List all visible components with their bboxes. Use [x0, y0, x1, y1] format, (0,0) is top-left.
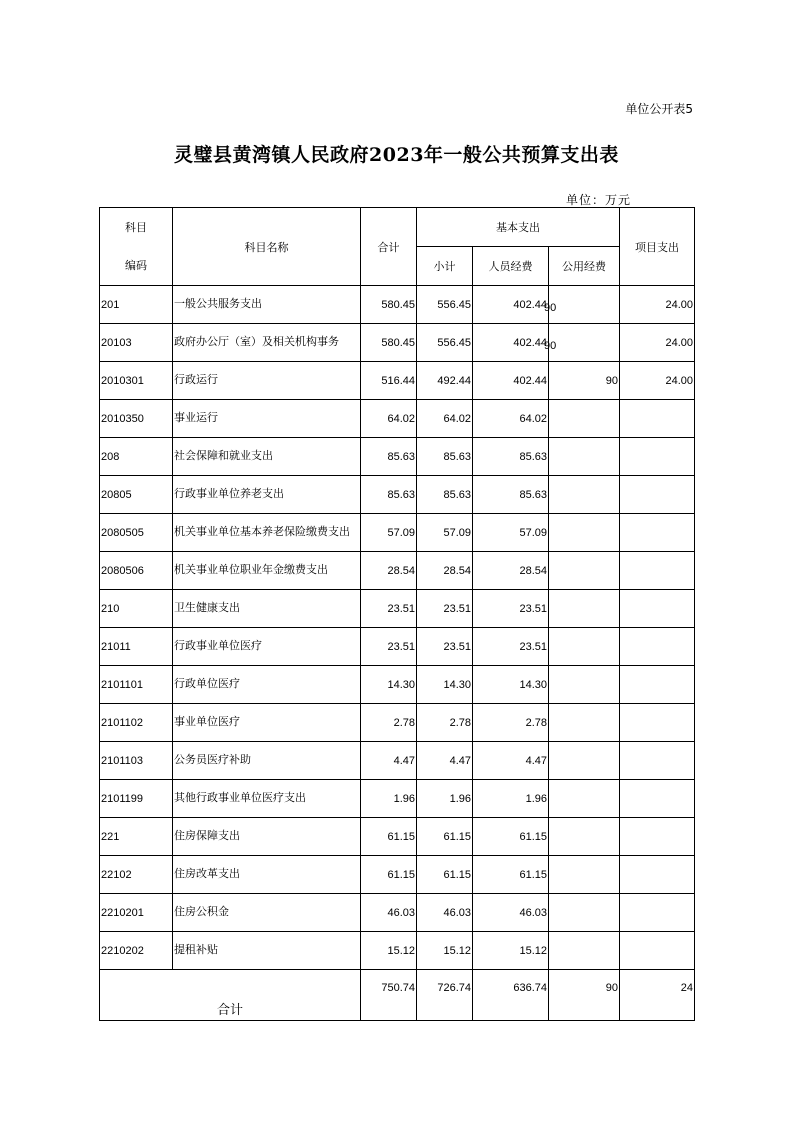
- row-personnel: 1.96: [473, 780, 549, 818]
- row-code: 20103: [100, 324, 173, 362]
- row-project: [620, 780, 695, 818]
- header-basic: 基本支出: [417, 208, 620, 247]
- row-subtotal: 2.78: [417, 704, 473, 742]
- table-row: [100, 362, 695, 400]
- row-personnel: 61.15: [473, 818, 549, 856]
- row-name: 机关事业单位基本养老保险缴费支出: [173, 514, 361, 552]
- row-total: 85.63: [361, 476, 417, 514]
- row-public: [544, 286, 620, 324]
- row-subtotal: 61.15: [417, 856, 473, 894]
- table-row: [100, 628, 695, 666]
- row-total: 57.09: [361, 514, 417, 552]
- row-project: [620, 514, 695, 552]
- unit-label: 单位：万元: [566, 193, 632, 207]
- row-subtotal: 14.30: [417, 666, 473, 704]
- row-name: 提租补贴: [173, 932, 361, 970]
- row-code: 2210202: [100, 932, 173, 970]
- row-project: [620, 666, 695, 704]
- total-total: 750.74: [361, 970, 417, 1021]
- row-total: 516.44: [361, 362, 417, 400]
- row-code: 2010301: [100, 362, 173, 400]
- row-personnel: 23.51: [473, 590, 549, 628]
- row-total: 580.45: [361, 286, 417, 324]
- row-public: [544, 324, 620, 362]
- row-total: 61.15: [361, 818, 417, 856]
- header-subtotal: 小计: [417, 247, 473, 286]
- total-row: [100, 970, 695, 1021]
- row-code: 20805: [100, 476, 173, 514]
- row-total: 580.45: [361, 324, 417, 362]
- row-personnel: 14.30: [473, 666, 549, 704]
- row-project: [620, 476, 695, 514]
- row-personnel: 23.51: [473, 628, 549, 666]
- total-subtotal: 726.74: [417, 970, 473, 1021]
- row-code: 210: [100, 590, 173, 628]
- total-personnel: 636.74: [473, 970, 549, 1021]
- header-code: [100, 208, 173, 286]
- row-personnel: 64.02: [473, 400, 549, 438]
- row-subtotal: 492.44: [417, 362, 473, 400]
- row-public: [549, 704, 620, 742]
- row-project: [620, 400, 695, 438]
- row-code: 201: [100, 286, 173, 324]
- row-subtotal: 57.09: [417, 514, 473, 552]
- header-code-top: 科目: [125, 221, 147, 234]
- row-name: 行政单位医疗: [173, 666, 361, 704]
- row-public: [549, 818, 620, 856]
- row-public-value: 90: [544, 301, 557, 314]
- row-subtotal: 23.51: [417, 628, 473, 666]
- row-project: 24.00: [620, 286, 695, 324]
- row-name: 行政事业单位养老支出: [173, 476, 361, 514]
- row-code: 2101199: [100, 780, 173, 818]
- row-public: [549, 780, 620, 818]
- row-total: 23.51: [361, 628, 417, 666]
- row-personnel: 15.12: [473, 932, 549, 970]
- header-total: 合计: [361, 208, 417, 286]
- table-row: [100, 818, 695, 856]
- total-project: 24: [620, 970, 695, 1021]
- row-personnel: 402.44: [473, 286, 549, 324]
- total-label: 合计: [100, 970, 361, 1021]
- row-name: 住房公积金: [173, 894, 361, 932]
- row-subtotal: 46.03: [417, 894, 473, 932]
- row-total: 61.15: [361, 856, 417, 894]
- row-personnel: 402.44: [473, 362, 549, 400]
- row-name: 住房改革支出: [173, 856, 361, 894]
- row-subtotal: 556.45: [417, 324, 473, 362]
- page-title: 灵璧县黄湾镇人民政府2023年一般公共预算支出表: [174, 144, 619, 166]
- row-code: 2101101: [100, 666, 173, 704]
- row-total: 4.47: [361, 742, 417, 780]
- table-row: [100, 552, 695, 590]
- row-public: [549, 476, 620, 514]
- row-code: 208: [100, 438, 173, 476]
- header-public: 公用经费: [549, 247, 620, 286]
- row-name: 一般公共服务支出: [173, 286, 361, 324]
- table-row: [100, 476, 695, 514]
- row-name: 卫生健康支出: [173, 590, 361, 628]
- row-name: 事业运行: [173, 400, 361, 438]
- total-public: 90: [549, 970, 620, 1021]
- row-total: 28.54: [361, 552, 417, 590]
- row-public: [549, 514, 620, 552]
- row-name: 行政运行: [173, 362, 361, 400]
- row-personnel: 2.78: [473, 704, 549, 742]
- row-code: 2010350: [100, 400, 173, 438]
- row-project: 24.00: [620, 362, 695, 400]
- row-personnel: 57.09: [473, 514, 549, 552]
- row-public: [549, 894, 620, 932]
- row-personnel: 402.44: [473, 324, 549, 362]
- table-number-label: 单位公开表5: [625, 102, 693, 116]
- row-personnel: 46.03: [473, 894, 549, 932]
- row-public: [549, 438, 620, 476]
- row-name: 行政事业单位医疗: [173, 628, 361, 666]
- row-subtotal: 1.96: [417, 780, 473, 818]
- row-public: [549, 552, 620, 590]
- row-code: 2210201: [100, 894, 173, 932]
- row-total: 1.96: [361, 780, 417, 818]
- row-subtotal: 64.02: [417, 400, 473, 438]
- table-row: [100, 894, 695, 932]
- row-personnel: 85.63: [473, 476, 549, 514]
- row-total: 2.78: [361, 704, 417, 742]
- row-total: 23.51: [361, 590, 417, 628]
- header-row-1: [100, 208, 695, 247]
- header-project: 项目支出: [620, 208, 695, 286]
- row-public: [549, 628, 620, 666]
- table-row: [100, 286, 695, 324]
- table-row: [100, 780, 695, 818]
- row-project: [620, 552, 695, 590]
- row-project: [620, 704, 695, 742]
- row-name: 住房保障支出: [173, 818, 361, 856]
- row-subtotal: 556.45: [417, 286, 473, 324]
- row-subtotal: 4.47: [417, 742, 473, 780]
- row-personnel: 61.15: [473, 856, 549, 894]
- budget-table: [99, 207, 695, 1021]
- row-name: 政府办公厅（室）及相关机构事务: [173, 324, 361, 362]
- row-project: [620, 894, 695, 932]
- table-row: [100, 742, 695, 780]
- header-personnel: 人员经费: [473, 247, 549, 286]
- row-project: [620, 932, 695, 970]
- row-public: [549, 742, 620, 780]
- row-total: 46.03: [361, 894, 417, 932]
- row-project: 24.00: [620, 324, 695, 362]
- table-row: [100, 704, 695, 742]
- row-personnel: 85.63: [473, 438, 549, 476]
- row-code: 22102: [100, 856, 173, 894]
- row-total: 85.63: [361, 438, 417, 476]
- row-public: [549, 590, 620, 628]
- row-code: 2080505: [100, 514, 173, 552]
- table-row: [100, 514, 695, 552]
- row-project: [620, 438, 695, 476]
- table-row: [100, 400, 695, 438]
- row-project: [620, 628, 695, 666]
- row-project: [620, 818, 695, 856]
- header-name: 科目名称: [173, 208, 361, 286]
- row-code: 2101103: [100, 742, 173, 780]
- row-name: 社会保障和就业支出: [173, 438, 361, 476]
- row-subtotal: 28.54: [417, 552, 473, 590]
- table-row: [100, 324, 695, 362]
- row-public: [549, 932, 620, 970]
- row-name: 其他行政事业单位医疗支出: [173, 780, 361, 818]
- table-row: [100, 856, 695, 894]
- row-project: [620, 856, 695, 894]
- row-subtotal: 15.12: [417, 932, 473, 970]
- table-row: [100, 590, 695, 628]
- row-public: 90: [549, 362, 620, 400]
- row-subtotal: 85.63: [417, 438, 473, 476]
- table-row: [100, 666, 695, 704]
- row-subtotal: 23.51: [417, 590, 473, 628]
- row-subtotal: 85.63: [417, 476, 473, 514]
- row-name: 事业单位医疗: [173, 704, 361, 742]
- row-public: [549, 856, 620, 894]
- row-code: 21011: [100, 628, 173, 666]
- row-total: 64.02: [361, 400, 417, 438]
- row-public: [549, 666, 620, 704]
- row-code: 221: [100, 818, 173, 856]
- table-row: [100, 932, 695, 970]
- row-personnel: 4.47: [473, 742, 549, 780]
- row-personnel: 28.54: [473, 552, 549, 590]
- table-row: [100, 438, 695, 476]
- row-name: 公务员医疗补助: [173, 742, 361, 780]
- header-code-bottom: 编码: [125, 259, 147, 272]
- row-public-value: 90: [544, 339, 557, 352]
- row-subtotal: 61.15: [417, 818, 473, 856]
- row-public: [549, 400, 620, 438]
- row-project: [620, 590, 695, 628]
- row-total: 14.30: [361, 666, 417, 704]
- row-code: 2080506: [100, 552, 173, 590]
- row-code: 2101102: [100, 704, 173, 742]
- row-total: 15.12: [361, 932, 417, 970]
- row-name: 机关事业单位职业年金缴费支出: [173, 552, 361, 590]
- row-project: [620, 742, 695, 780]
